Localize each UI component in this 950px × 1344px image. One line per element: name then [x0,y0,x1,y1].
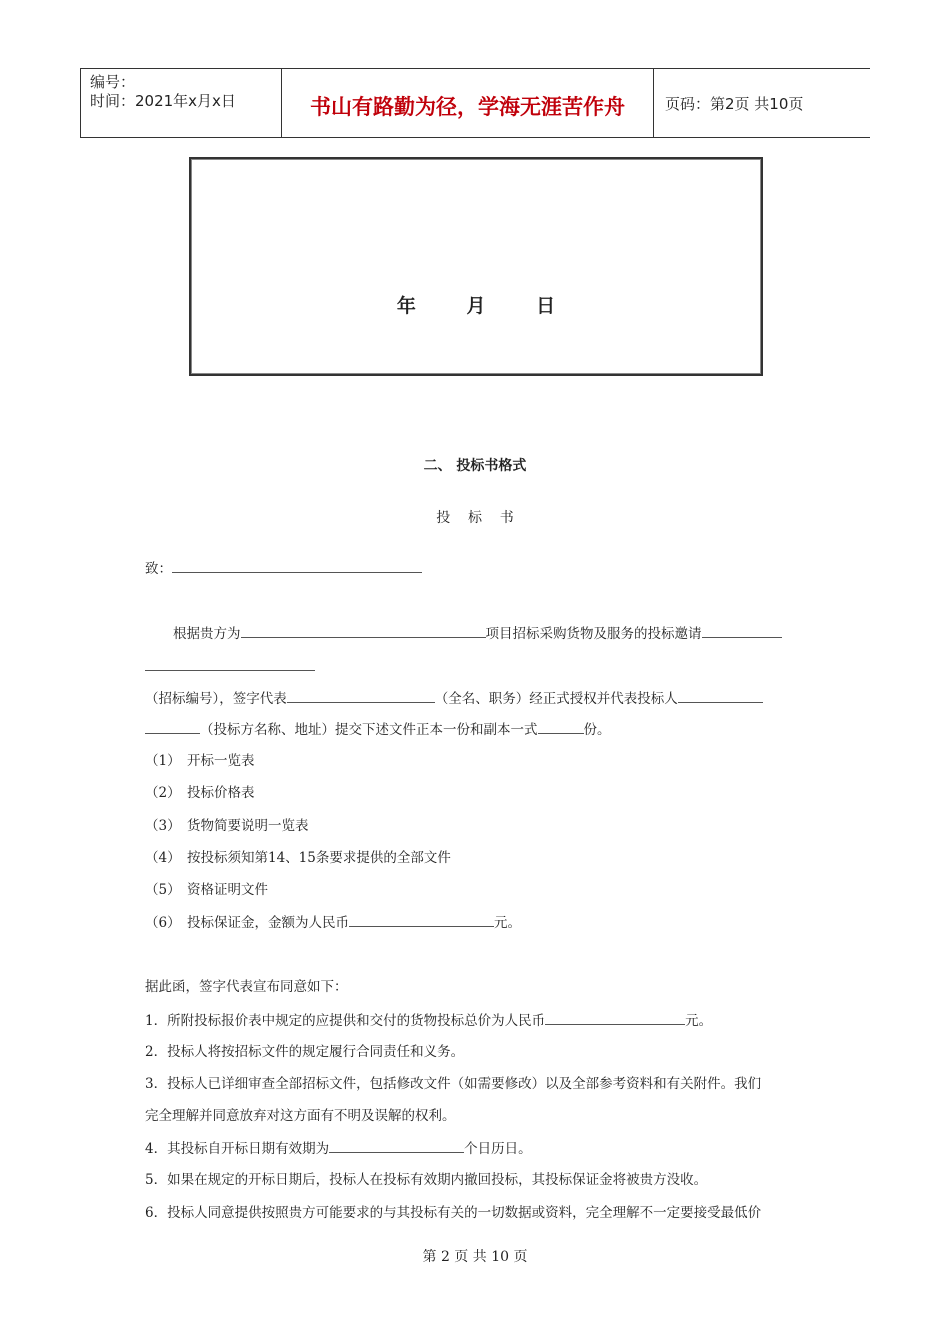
motto: 书山有路勤为径，学海无涯苦作舟 [310,95,625,119]
list-item-number: （3） [145,818,181,834]
total-price-blank [545,1011,685,1025]
list-item-text: 资格证明文件 [187,882,268,898]
list-item [145,784,255,803]
list-item [145,817,309,836]
date-row [191,291,761,318]
list-item [145,913,521,933]
clause-6: 6．投标人同意提供按照贵方可能要求的与其投标有关的一切数据或资料，完全理解不一定要接受最低价 [145,1205,762,1221]
page-info: 页码：第2页 共10页 [665,95,804,113]
list-item-text: 开标一览表 [187,753,255,769]
clause-1-suffix: 元。 [685,1013,713,1029]
copies-blank [538,720,584,734]
list-item [145,752,255,771]
clause-4-text: 4．其投标自开标日期有效期为 [145,1141,330,1157]
list-item [145,881,268,900]
code-label: 编号： [90,73,136,91]
day-label: 日 [536,295,556,317]
time-label: 时间：2021年x月x日 [90,92,236,110]
bidder-blank-continued [145,720,200,734]
para1-text-a: 根据贵方为 [173,626,241,642]
clause-4 [145,1139,532,1159]
list-item-text: 货物简要说明一览表 [187,818,309,834]
deposit-amount-blank [349,913,494,927]
para1-text-d: （全名、职务）经正式授权并代表投标人 [434,691,678,707]
invitation-blank [702,624,782,638]
para1-text-f: 份。 [583,722,611,738]
para1-text-e: （投标方名称、地址）提交下述文件正本一份和副本一式 [200,722,538,738]
month-label: 月 [466,295,486,317]
clause-5: 5．如果在规定的开标日期后，投标人在投标有效期内撤回投标，其投标保证金将被贵方没收。 [145,1172,708,1188]
para1-text-c: （招标编号），签字代表 [145,691,287,707]
to-line [145,559,422,579]
validity-days-blank [329,1139,464,1153]
para1-line3 [145,720,611,740]
list-item-number: （2） [145,785,181,801]
list-item-number: （4） [145,850,181,866]
list-item-number: （6） [145,915,181,931]
list-item-number: （1） [145,753,181,769]
clause-2: 2．投标人将按招标文件的规定履行合同责任和义务。 [145,1044,465,1060]
declaration-intro: 据此函，签字代表宣布同意如下： [145,979,348,995]
header-divider [80,69,81,137]
recipient-blank [172,559,422,573]
signatory-blank [287,689,435,703]
header-meta [90,73,236,111]
list-item-text: 投标保证金，金额为人民币 [187,915,349,931]
list-item [145,849,451,868]
bidder-blank [678,689,763,703]
clause-3-line1: 3．投标人已详细审查全部招标文件，包括修改文件（如需要修改）以及全部参考资料和有关附件。我们 [145,1076,762,1092]
para1-text-b: 项目招标采购货物及服务的投标邀请 [485,626,702,642]
clause-4-suffix: 个日历日。 [464,1141,532,1157]
clause-1-text: 1．所附投标报价表中规定的应提供和交付的货物投标总价为人民币 [145,1013,546,1029]
project-blank [241,624,486,638]
section-title: 二、 投标书格式 [423,458,527,474]
clause-1 [145,1011,712,1031]
para1-line2 [145,689,763,709]
list-item-suffix: 元。 [494,915,521,931]
para1-blank-continued [145,670,315,671]
para1-line1 [173,624,782,644]
date-box [189,157,763,376]
document-title: 投 标 书 [436,510,514,526]
to-label: 致： [145,561,172,577]
clause-3-line2: 完全理解并同意放弃对这方面有不明及误解的权利。 [145,1108,456,1124]
list-item-number: （5） [145,882,181,898]
list-item-text: 投标价格表 [187,785,255,801]
page-footer: 第 2 页 共 10 页 [422,1249,528,1265]
year-label: 年 [396,295,416,317]
page-header [80,68,870,138]
list-item-text: 按投标须知第14、15条要求提供的全部文件 [187,850,451,866]
